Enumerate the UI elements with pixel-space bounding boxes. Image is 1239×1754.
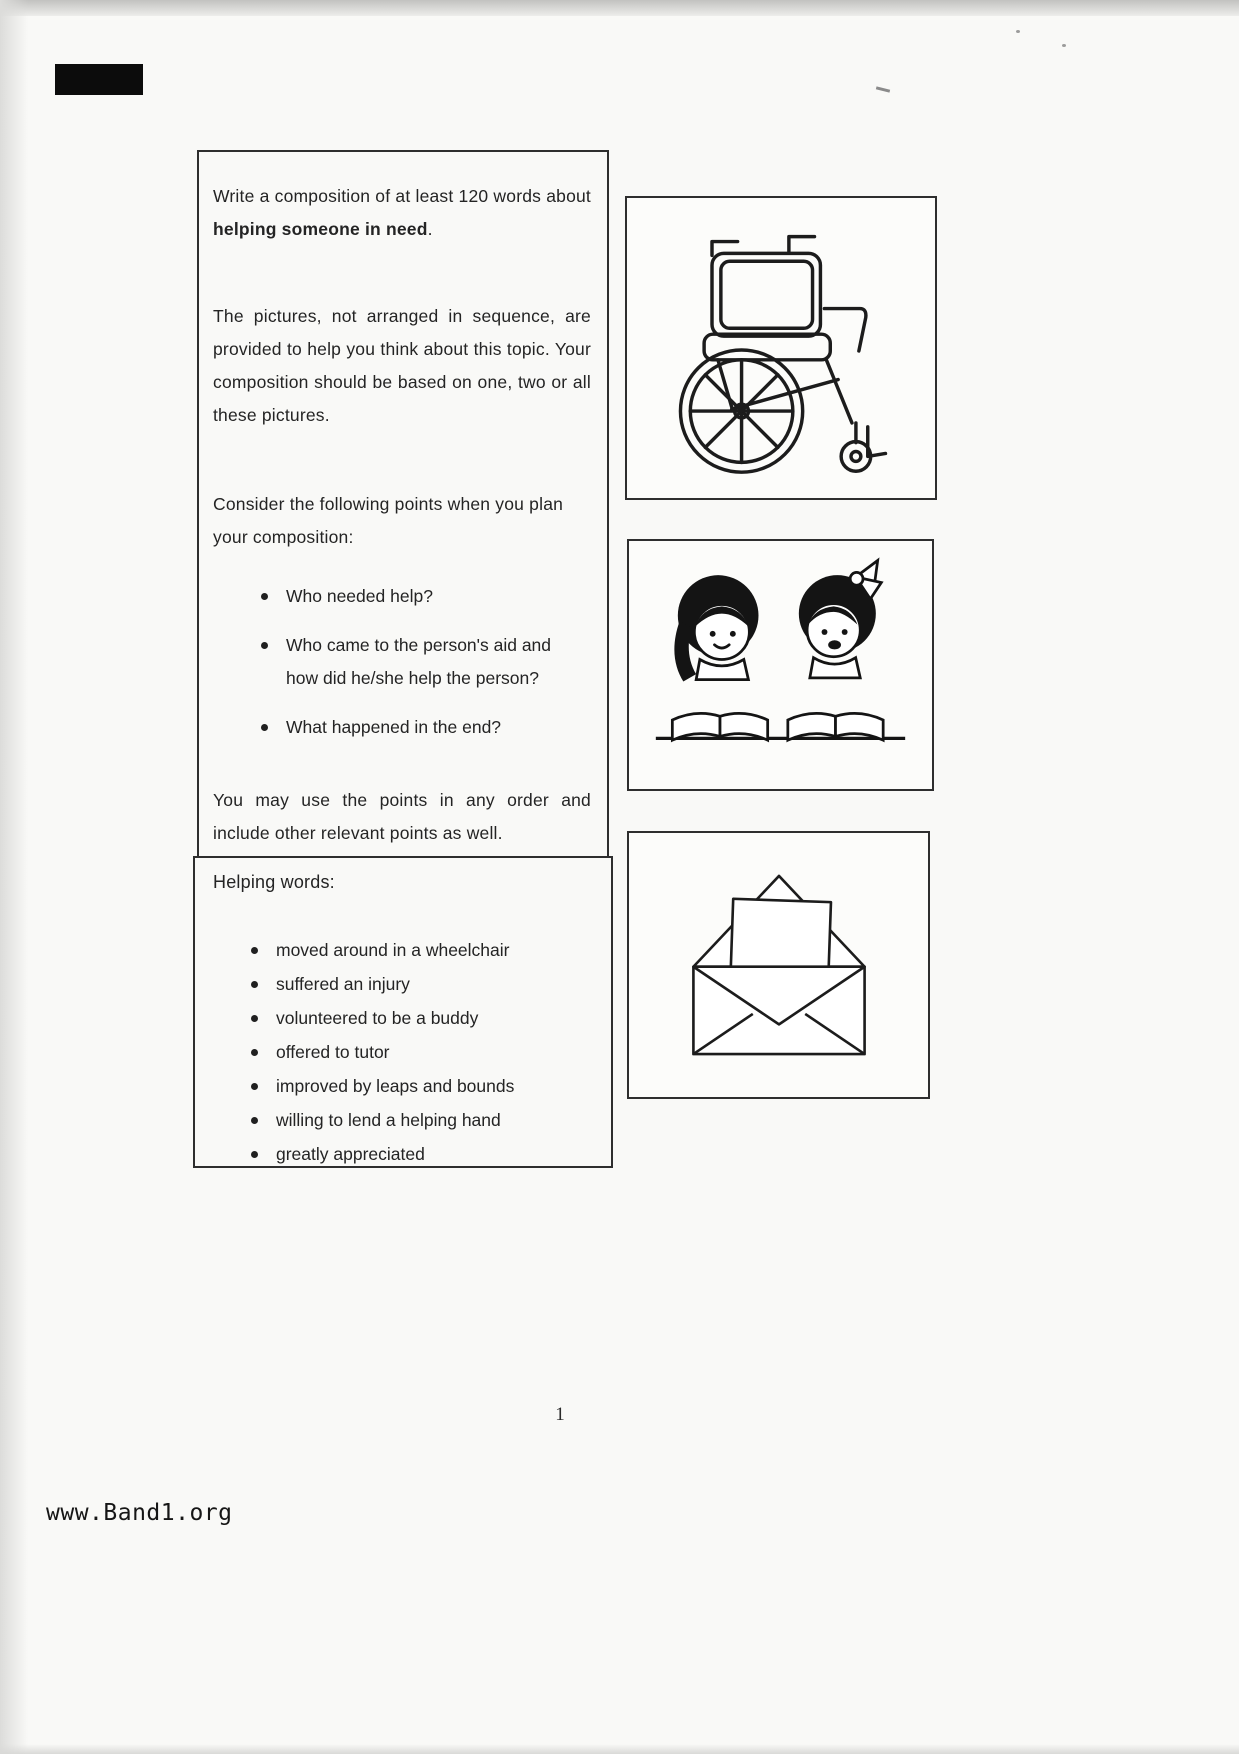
bullet-icon bbox=[261, 593, 268, 600]
scan-artifact-dash bbox=[876, 86, 890, 92]
instruction-paragraph-1-prefix: Write a composition of at least 120 words about bbox=[213, 186, 591, 206]
bullet-icon bbox=[251, 1117, 258, 1124]
list-item bbox=[251, 972, 595, 996]
consider-points-list bbox=[261, 580, 591, 744]
helping-word-text: volunteered to be a buddy bbox=[276, 1008, 479, 1028]
scan-artifact-dot bbox=[1016, 30, 1020, 33]
scan-artifact-dot bbox=[1062, 44, 1066, 47]
children-reading-icon bbox=[643, 554, 918, 776]
point-text: Who came to the person's aid and how did he/she help the person? bbox=[286, 635, 552, 688]
instruction-paragraph-1-bold: helping someone in need bbox=[213, 219, 428, 239]
envelope-letter-icon bbox=[648, 851, 910, 1079]
bullet-icon bbox=[251, 947, 258, 954]
point-text: What happened in the end? bbox=[286, 717, 502, 737]
list-item bbox=[251, 1108, 595, 1132]
list-item bbox=[261, 629, 591, 695]
helping-words-box bbox=[193, 856, 613, 1168]
helping-words-list bbox=[251, 938, 595, 1166]
list-item bbox=[261, 711, 591, 744]
list-item bbox=[251, 1074, 595, 1098]
wheelchair-icon bbox=[643, 210, 919, 486]
list-item bbox=[251, 1040, 595, 1064]
helping-word-text: offered to tutor bbox=[276, 1042, 390, 1062]
instruction-paragraph-1-suffix: . bbox=[427, 219, 433, 239]
helping-word-text: moved around in a wheelchair bbox=[276, 940, 510, 960]
helping-word-text: improved by leaps and bounds bbox=[276, 1076, 515, 1096]
scan-top-edge bbox=[0, 0, 1239, 16]
instruction-paragraph-3: Consider the following points when you plan your composition: bbox=[213, 494, 564, 547]
list-item bbox=[251, 938, 595, 962]
instruction-paragraph-2: The pictures, not arranged in sequence, are provided to help you think about this topic. Your composition should be based on one, two or all these pictures. bbox=[213, 306, 591, 425]
picture-frame-wheelchair bbox=[625, 196, 937, 500]
watermark-url: www.Band1.org bbox=[46, 1500, 233, 1526]
bullet-icon bbox=[251, 1049, 258, 1056]
redaction-block bbox=[55, 64, 143, 95]
helping-word-text: willing to lend a helping hand bbox=[276, 1110, 501, 1130]
instruction-paragraph-4: You may use the points in any order and include other relevant points as well. bbox=[213, 790, 591, 843]
bullet-icon bbox=[251, 981, 258, 988]
list-item bbox=[251, 1006, 595, 1030]
page-number: 1 bbox=[555, 1404, 565, 1425]
helping-words-title: Helping words: bbox=[213, 872, 335, 892]
point-text: Who needed help? bbox=[286, 586, 433, 606]
instructions-box bbox=[197, 150, 609, 858]
bullet-icon bbox=[261, 724, 268, 731]
picture-frame-children bbox=[627, 539, 934, 791]
picture-frame-envelope bbox=[627, 831, 930, 1099]
scan-left-edge bbox=[0, 0, 28, 1754]
helping-word-text: suffered an injury bbox=[276, 974, 410, 994]
list-item bbox=[261, 580, 591, 613]
bullet-icon bbox=[251, 1083, 258, 1090]
scan-bottom-edge bbox=[0, 1744, 1239, 1754]
helping-word-text: greatly appreciated bbox=[276, 1144, 425, 1164]
bullet-icon bbox=[261, 642, 268, 649]
instruction-paragraph-1 bbox=[213, 180, 591, 246]
bullet-icon bbox=[251, 1151, 258, 1158]
list-item bbox=[251, 1142, 595, 1166]
bullet-icon bbox=[251, 1015, 258, 1022]
